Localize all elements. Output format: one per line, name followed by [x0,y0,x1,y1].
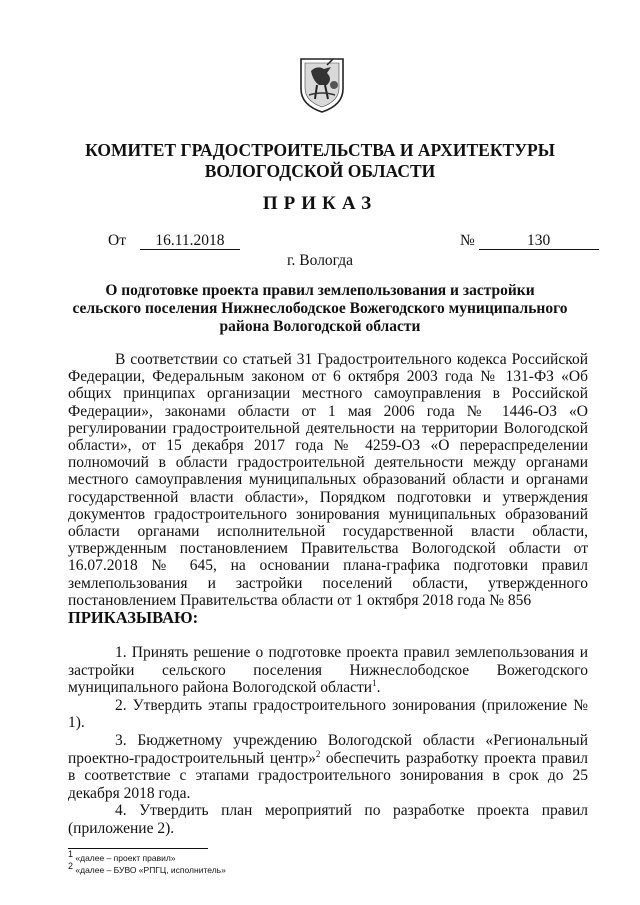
subject-line-1: О подготовке проекта правил землепользования и застройки [105,282,535,299]
order-subject [60,282,580,336]
order-date [108,232,240,250]
number-prefix: № [460,232,475,249]
item-3-text-a: 3. Бюджетному учреждению Вологодской области «Региональный проектно-градостроительный центр» [68,731,588,767]
footnote-divider [68,848,208,849]
order-item-2: 2. Утвердить этапы градостроительного зонирования (приложение № 1). [68,696,588,732]
order-item-3 [68,732,588,802]
order-item-4: 4. Утвердить план мероприятий по разработке проекта правил (приложение 2). [68,802,588,837]
footnote-ref-2: 2 [315,748,321,759]
orders-word: ПРИКАЗЫВАЮ: [68,608,199,628]
footnote-ref-1: 1 [372,678,377,689]
footnote-1-text: «далее – проект правил» [73,853,176,863]
footnote-2 [68,861,226,876]
item-1-text: 1. Принять решение о подготовке проекта правил землепользования и застройки сельского поселения Нижнеслободское Вожегодского муниципального района Вологодской области [68,644,588,697]
vologda-coat-of-arms-icon [297,55,347,115]
item-3-text-b: обеспечить разработку проекта правил в соответствие с этапами градостроительного зонирования в срок до 25 декабря 2018 года. [68,749,588,802]
order-title: ПРИКАЗ [262,193,378,214]
subject-line-2: сельского поселения Нижнеслободское Вожегодского муниципального [72,300,568,317]
order-number [460,232,599,250]
order-item-1 [68,644,588,697]
city: г. Вологда [286,252,354,269]
order-items [68,644,588,838]
footnote-2-number: 2 [68,861,74,872]
date-prefix: От [108,232,126,249]
preamble-block [68,351,588,626]
preamble-paragraph: В соответствии со статьей 31 Градостроительного кодекса Российской Федерации, Федеральным законом от 6 октября 2003 года № 131-ФЗ «Об общих принципах организации местного самоуправления в Российской Федерации», законами области от 1 мая 2006 года № 1446-ОЗ «О регулировании градостроительной деятельности на территории Вологодской области», от 15 декабря 2017 года № 4259-ОЗ «О перераспределении полномочий в области градостроительной деятельности между органами местного самоуправления муниципальных образований области и органами государственной власти области», Порядком подготовки и утверждения документов градостроительного зонирования муниципальных образований области органами исполнительной государственной власти области, утвержденным постановлением Правительства Вологодской области от 16.07.2018 № 645, на основании плана-графика подготовки правил землепользования и застройки поселений области, утвержденного постановлением Правительства области от 1 октября 2018 года № 856 [68,351,588,609]
committee-name [0,140,640,182]
date-value: 16.11.2018 [140,233,240,250]
item-1-end: . [376,679,381,697]
committee-line-2: ВОЛОГОДСКОЙ ОБЛАСТИ [204,161,436,181]
footnotes [68,849,226,876]
number-value: 130 [479,233,599,250]
footnote-1-number: 1 [68,849,74,860]
footnote-2-text: «далее – БУВО «РПГЦ, исполнитель» [73,865,226,875]
committee-line-1: КОМИТЕТ ГРАДОСТРОИТЕЛЬСТВА И АРХИТЕКТУРЫ [85,140,555,160]
footnote-1 [68,849,226,864]
subject-line-3: района Вологодской области [219,318,421,335]
